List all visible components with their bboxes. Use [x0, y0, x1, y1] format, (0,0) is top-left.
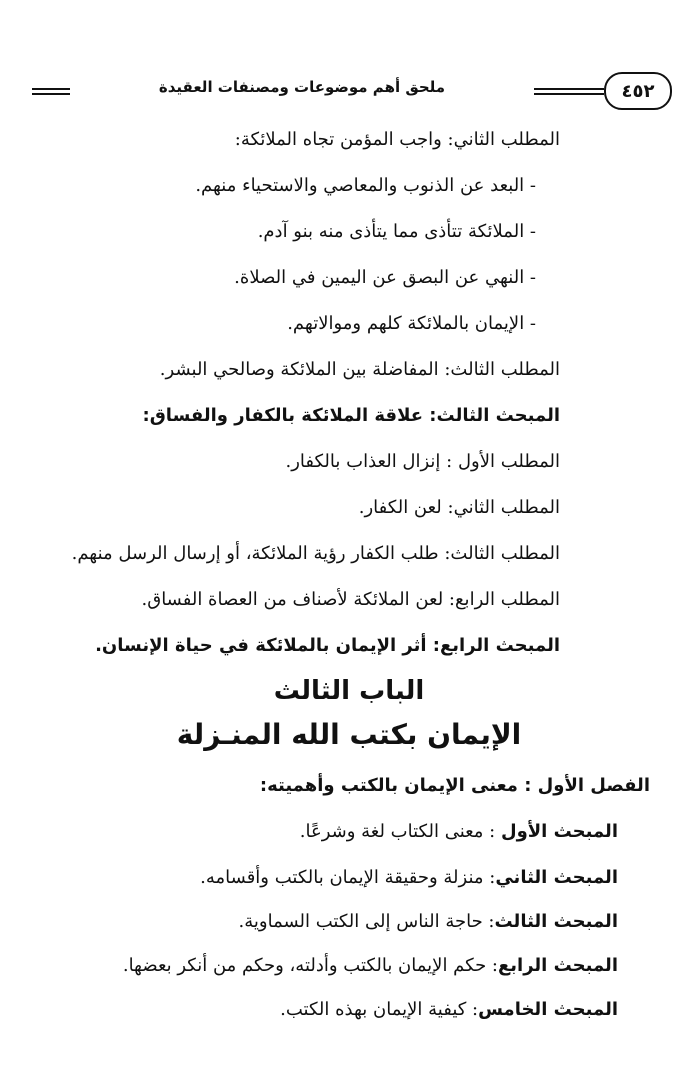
section-entry — [239, 908, 618, 936]
section-entry — [200, 864, 618, 892]
subsection: المطلب الثالث: طلب الكفار رؤية الملائكة، أو إرسال الرسل منهم. — [71, 543, 560, 564]
section-label: المبحث الثالث — [494, 911, 618, 932]
header-rule-right — [534, 88, 604, 95]
chapter-heading: الفصل الأول : معنى الإيمان بالكتب وأهميته: — [259, 775, 650, 796]
page-header — [32, 72, 672, 112]
subsection: المطلب الأول : إنزال العذاب بالكفار. — [285, 451, 560, 472]
section-text: : حاجة الناس إلى الكتب السماوية. — [238, 911, 495, 932]
section-label: المبحث الأول — [500, 821, 618, 842]
section-entry — [300, 818, 618, 846]
section-text: : معنى الكتاب لغة وشرعًا. — [299, 821, 501, 842]
section-label: المبحث الرابع — [498, 955, 618, 976]
list-item: - البعد عن الذنوب والمعاصي والاستحياء منهم. — [195, 175, 536, 196]
section-label: المبحث الثاني — [495, 867, 618, 888]
section-heading: المبحث الثالث: علاقة الملائكة بالكفار والفساق: — [142, 405, 560, 426]
section-text: : حكم الإيمان بالكتب وأدلته، وحكم من أنكر بعضها. — [122, 955, 498, 976]
subsection-2: المطلب الثاني: واجب المؤمن تجاه الملائكة: — [234, 129, 560, 150]
section-text: : كيفية الإيمان بهذه الكتب. — [280, 999, 479, 1020]
part-title: الباب الثالث — [273, 676, 425, 706]
section-label: المبحث الخامس — [478, 999, 618, 1020]
list-item: - الإيمان بالملائكة كلهم وموالاتهم. — [287, 313, 536, 334]
subsection: المطلب الثاني: لعن الكفار. — [358, 497, 560, 518]
header-rule-left — [32, 88, 70, 95]
list-item: - النهي عن البصق عن اليمين في الصلاة. — [234, 267, 536, 288]
page-number-badge: ٤٥٢ — [604, 72, 672, 110]
section-text: : منزلة وحقيقة الإيمان بالكتب وأقسامه. — [200, 867, 496, 888]
section-heading: المبحث الرابع: أثر الإيمان بالملائكة في حياة الإنسان. — [95, 635, 560, 656]
subsection: المطلب الرابع: لعن الملائكة لأصناف من العصاة الفساق. — [141, 589, 560, 610]
section-entry — [123, 952, 618, 980]
subsection-3: المطلب الثالث: المفاضلة بين الملائكة وصالحي البشر. — [159, 359, 560, 380]
section-entry — [280, 996, 618, 1024]
running-title: ملحق أهم موضوعات ومصنفات العقيدة — [158, 78, 446, 96]
list-item: - الملائكة تتأذى مما يتأذى منه بنو آدم. — [257, 221, 536, 242]
part-subtitle: الإيمان بكتب الله المنـزلة — [176, 718, 522, 751]
